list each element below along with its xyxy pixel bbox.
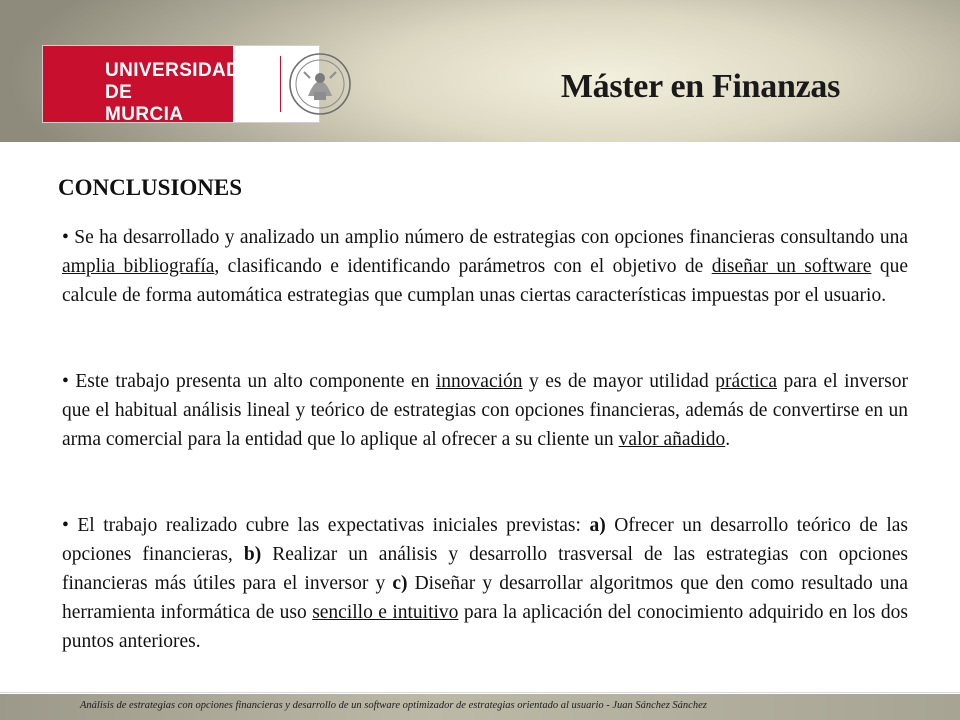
- text: Se ha desarrollado y analizado un amplio número de estrategias con opciones financieras consultando una: [68, 227, 908, 248]
- text: Ofrecer un desarrollo teórico de las opciones financieras,: [62, 515, 908, 565]
- page-title: Máster en Finanzas: [560, 68, 840, 105]
- header-banner: [0, 0, 960, 142]
- footer-caption: Análisis de estrategias con opciones financieras y desarrollo de un software optimizador de estrategias orientado al usuario - Juan Sánchez Sánchez: [80, 700, 707, 711]
- bullet-paragraph-3: [62, 511, 908, 656]
- underlined-term: amplia bibliografía: [62, 256, 215, 277]
- text: y es de mayor utilidad: [522, 371, 716, 392]
- bullet-marker: •: [62, 371, 69, 392]
- underlined-term: innovación: [435, 371, 523, 392]
- logo-line-1: UNIVERSIDAD DE: [105, 60, 241, 103]
- text: que calcule de forma automática estrategias que cumplan unas ciertas características impuestas por el usuario.: [62, 256, 908, 306]
- underlined-term: diseñar un software: [711, 256, 872, 277]
- text: Diseñar y desarrollar algoritmos que den como resultado una herramienta informática de uso: [62, 573, 908, 623]
- footer-bar: [0, 694, 960, 720]
- logo-text: [105, 60, 240, 126]
- bullet-paragraph-1: [62, 223, 908, 310]
- bullet-marker: •: [62, 515, 69, 536]
- text: .: [725, 429, 731, 450]
- bold-label: c): [392, 573, 408, 594]
- footer-divider: [0, 692, 960, 693]
- university-logo: [42, 45, 320, 123]
- logo-separator: [280, 56, 281, 112]
- text: para la aplicación del conocimiento adquirido en los dos puntos anteriores.: [62, 602, 908, 652]
- logo-red-block: [43, 46, 241, 125]
- bold-label: a): [589, 515, 606, 536]
- text: Realizar un análisis y desarrollo trasversal de las estrategias con opciones financieras más útiles para el inversor y: [62, 544, 908, 594]
- text: Este trabajo presenta un alto componente en: [68, 371, 436, 392]
- bullet-paragraph-2: [62, 367, 908, 454]
- text: para el inversor que el habitual análisis lineal y teórico de estrategias con opciones financieras, además de convertirse en un arma comercial para la entidad que lo aplique al ofrecer a su cliente un: [62, 371, 909, 450]
- logo-line-2: MURCIA: [105, 104, 184, 125]
- bullet-marker: •: [62, 227, 69, 248]
- text: El trabajo realizado cubre las expectativas iniciales previstas:: [68, 515, 590, 536]
- bold-label: b): [243, 544, 262, 565]
- university-seal-icon: [288, 52, 352, 116]
- underlined-term: práctica: [715, 371, 777, 392]
- text: , clasificando e identificando parámetros con el objetivo de: [214, 256, 712, 277]
- underlined-term: valor añadido: [618, 429, 726, 450]
- underlined-term: sencillo e intuitivo: [312, 602, 459, 623]
- section-heading: CONCLUSIONES: [58, 175, 243, 200]
